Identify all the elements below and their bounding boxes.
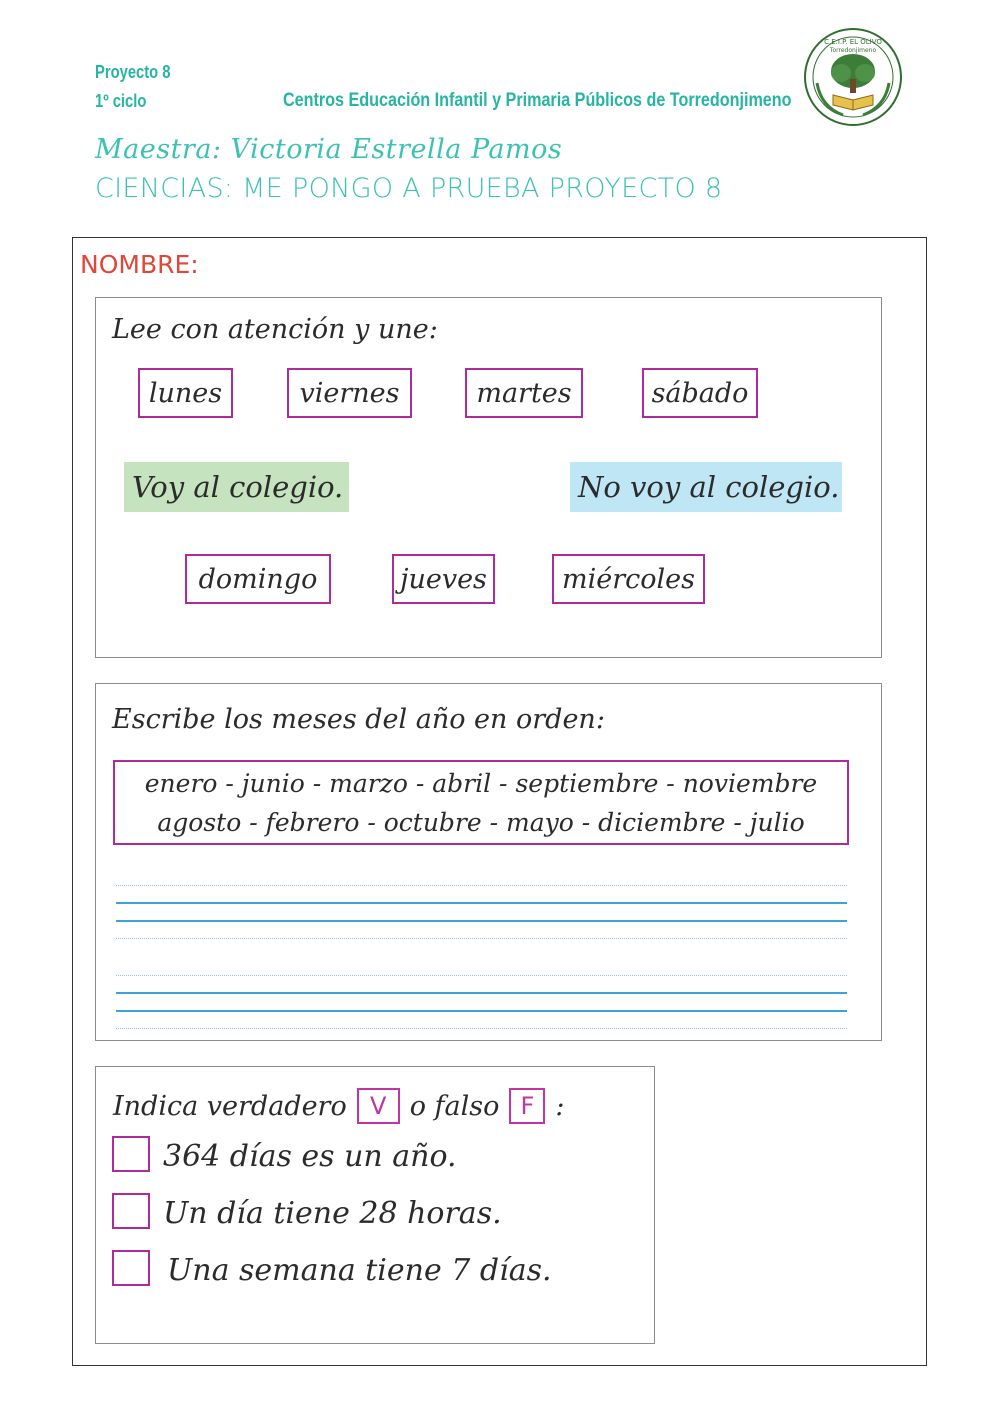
months-line-2: agosto - febrero - octubre - mayo - diciembre - julio (157, 807, 805, 837)
cycle-label: 1º ciclo (95, 91, 147, 111)
exercise-order-months (95, 683, 882, 1041)
writing-line-3[interactable] (116, 992, 847, 994)
exercise3-instruction (113, 1088, 565, 1124)
writing-guide-line (116, 1028, 847, 1029)
target-no-school[interactable]: No voy al colegio. (570, 462, 842, 512)
statement-2: Un día tiene 28 horas. (163, 1196, 502, 1231)
school-seal-logo (803, 27, 903, 127)
day-card-miercoles[interactable]: miércoles (552, 554, 705, 604)
statement-3: Una semana tiene 7 días. (167, 1253, 552, 1288)
school-line: Centros Educación Infantil y Primaria Públicos de Torredonjimeno (283, 90, 792, 111)
answer-box-3[interactable] (112, 1250, 150, 1286)
exercise1-instruction: Lee con atención y une: (112, 314, 438, 345)
answer-box-2[interactable] (112, 1193, 150, 1229)
answer-box-1[interactable] (112, 1136, 150, 1172)
writing-line-1[interactable] (116, 902, 847, 904)
instruction-mid: o falso (409, 1090, 500, 1122)
project-label (95, 58, 170, 116)
writing-guide-line (116, 938, 847, 939)
statement-1: 364 días es un año. (163, 1139, 457, 1174)
teacher-name: Maestra: Victoria Estrella Pamos (95, 134, 563, 165)
nombre-label: NOMBRE: (80, 250, 199, 279)
instruction-start: Indica verdadero (113, 1090, 347, 1122)
months-line-1: enero - junio - marzo - abril - septiembre - noviembre (144, 768, 818, 798)
writing-line-4[interactable] (116, 1010, 847, 1012)
day-card-lunes[interactable]: lunes (138, 368, 233, 418)
day-card-viernes[interactable]: viernes (287, 368, 412, 418)
true-marker: V (357, 1088, 400, 1124)
svg-text:C.E.I.P. EL OLIVO: C.E.I.P. EL OLIVO (824, 38, 882, 46)
false-marker: F (509, 1088, 545, 1124)
writing-guide-line (116, 975, 847, 976)
instruction-end: : (555, 1090, 565, 1122)
writing-line-2[interactable] (116, 920, 847, 922)
project-number: Proyecto 8 (95, 62, 171, 82)
exercise2-instruction: Escribe los meses del año en orden: (112, 704, 605, 735)
day-card-jueves[interactable]: jueves (392, 554, 495, 604)
months-word-bank (113, 760, 849, 845)
writing-guide-line (116, 885, 847, 886)
day-card-martes[interactable]: martes (465, 368, 583, 418)
target-school[interactable]: Voy al colegio. (124, 462, 349, 512)
svg-text:Torredonjimeno: Torredonjimeno (829, 47, 877, 54)
subject-title: CIENCIAS: ME PONGO A PRUEBA PROYECTO 8 (95, 173, 723, 204)
day-card-domingo[interactable]: domingo (185, 554, 331, 604)
day-card-sabado[interactable]: sábado (642, 368, 758, 418)
